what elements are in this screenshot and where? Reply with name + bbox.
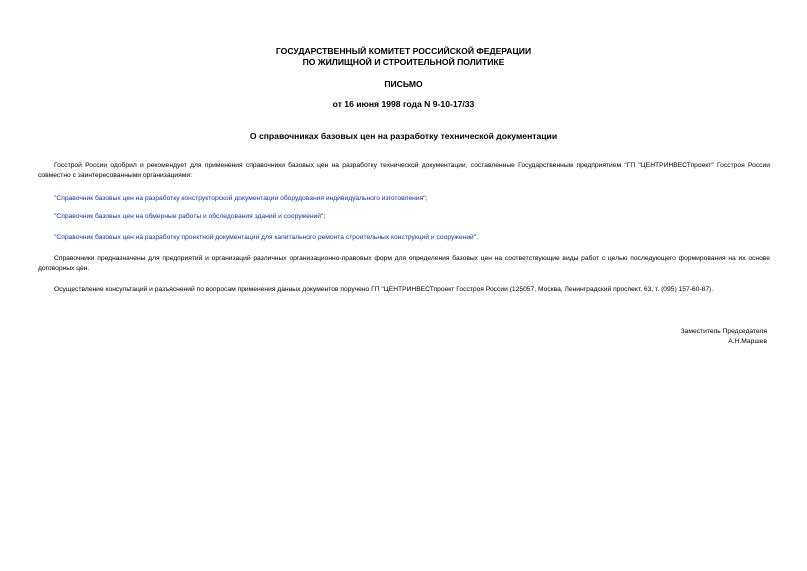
reference-open-quote: " bbox=[54, 234, 57, 241]
reference-item[interactable] bbox=[54, 212, 325, 222]
reference-link-survey-works[interactable]: Справочник базовых цен на обмерные работы и обследования зданий и сооружений bbox=[56, 213, 322, 220]
reference-open-quote: " bbox=[54, 195, 57, 202]
signatory-position: Заместитель Председателя bbox=[680, 328, 767, 335]
document-type: ПИСЬМО bbox=[384, 79, 423, 89]
consulting-paragraph bbox=[38, 285, 770, 295]
org-name-line2: ПО ЖИЛИЩНОЙ И СТРОИТЕЛЬНОЙ ПОЛИТИКЕ bbox=[302, 57, 505, 67]
reference-close-quote: "; bbox=[423, 195, 428, 202]
consulting-text: Осуществление консультаций и разъяснений по вопросам применения данных документов поручено ГП "ЦЕНТРИНВЕСТпроект Госстроя России (125057, Москва, Ленинградский проспект, 63, т. (095) 157-60-87). bbox=[54, 286, 714, 293]
purpose-text: Справочники предназначены для предприятий и организаций различных организационно-правовых форм для определения базовых цен на соответствующие виды работ с целью последующего формирования на их основе договорных цен. bbox=[38, 255, 770, 272]
signatory-name: А.Н.Маршев bbox=[728, 338, 767, 345]
reference-open-quote: " bbox=[54, 213, 57, 220]
reference-close-quote: "; bbox=[321, 213, 326, 220]
reference-item[interactable] bbox=[54, 233, 478, 243]
reference-close-quote: ". bbox=[473, 234, 479, 241]
document-subject: О справочниках базовых цен на разработку технической документации bbox=[249, 131, 558, 141]
reference-item[interactable] bbox=[54, 194, 427, 204]
document-date-number: от 16 июня 1998 года N 9-10-17/33 bbox=[332, 99, 475, 109]
intro-text: Госстрой России одобрил и рекомендует для применения справочники базовых цен на разработку технической документации, составленные Государственным предприятием "ГП "ЦЕНТРИНВЕСТпроект" Госстроя России совместно с заинтересованными организациями: bbox=[38, 162, 770, 179]
purpose-paragraph bbox=[38, 254, 770, 273]
org-name-line1: ГОСУДАРСТВЕННЫЙ КОМИТЕТ РОССИЙСКОЙ ФЕДЕРАЦИИ bbox=[275, 46, 532, 56]
reference-link-repair-docs[interactable]: Справочник базовых цен на разработку проектной документации для капитального ремонта строительных конструкций и сооружений bbox=[56, 234, 474, 241]
reference-link-design-docs[interactable]: Справочник базовых цен на разработку конструкторской документации оборудования индивидуального изготовления bbox=[56, 195, 424, 202]
intro-paragraph bbox=[38, 161, 770, 180]
